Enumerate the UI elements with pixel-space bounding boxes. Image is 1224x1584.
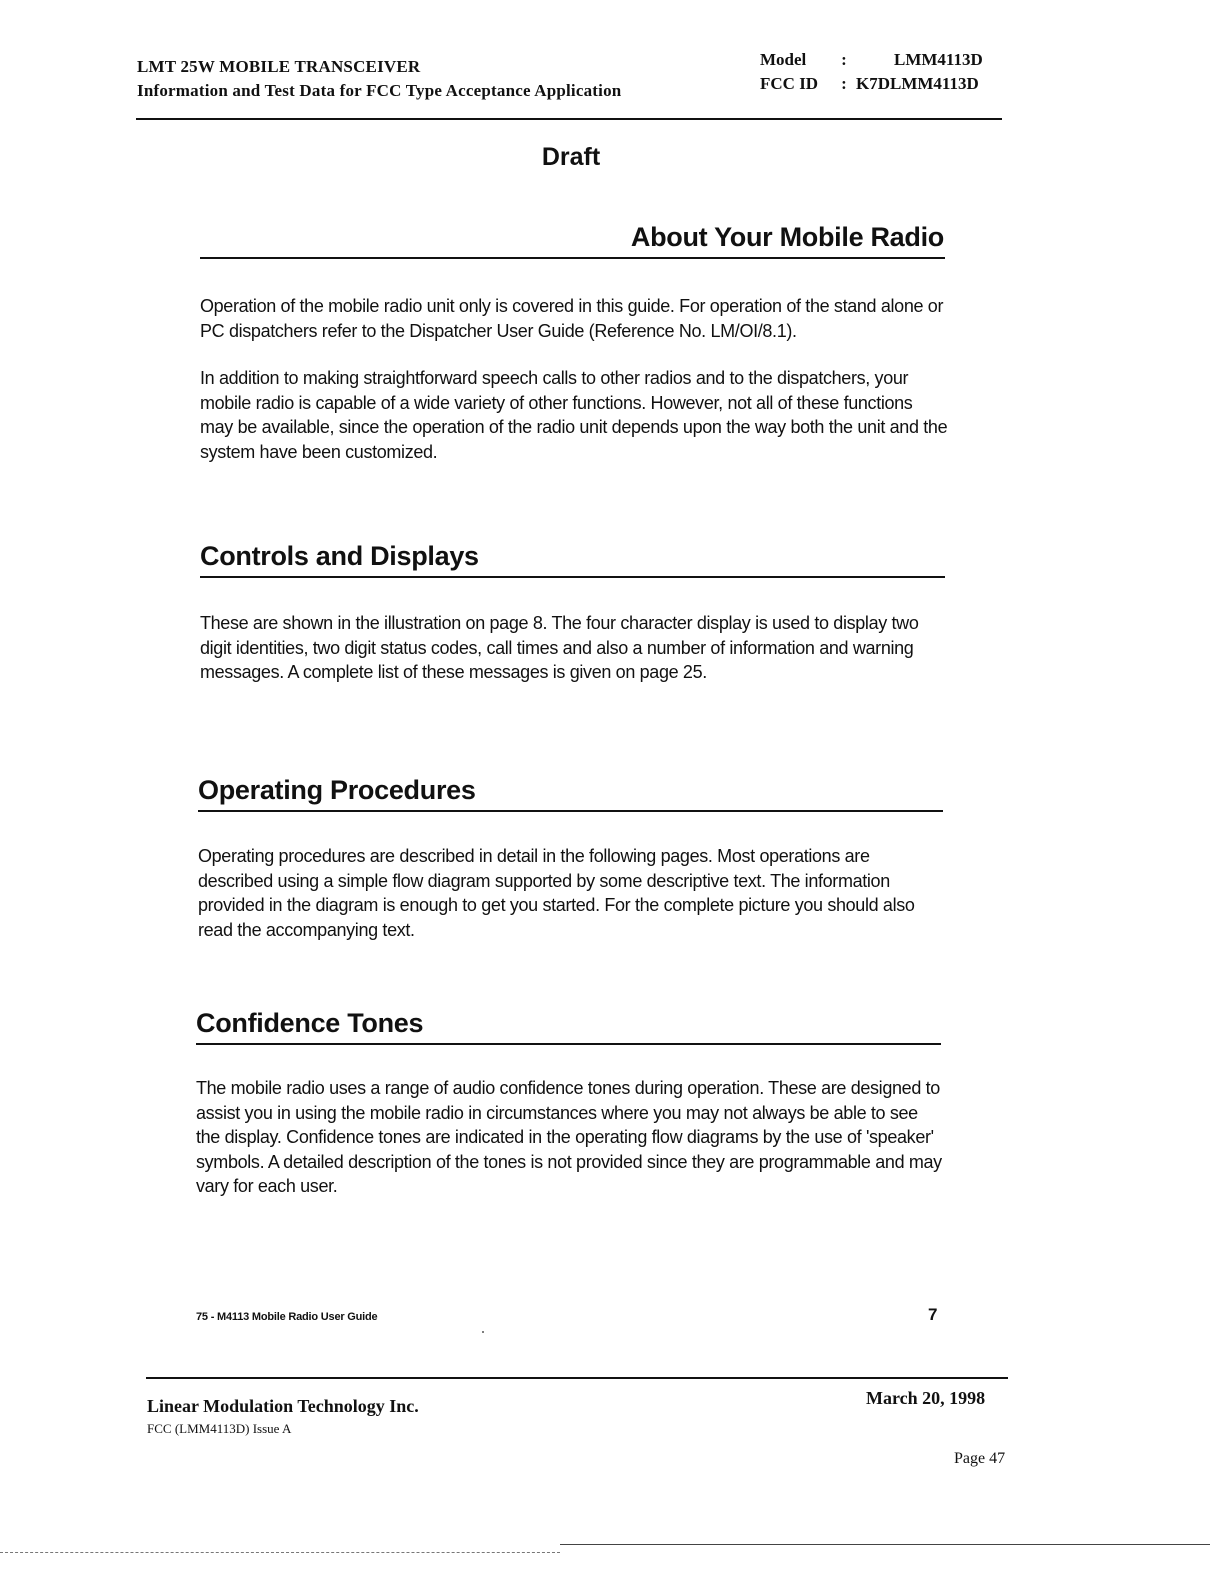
header-subtitle: Information and Test Data for FCC Type Acceptance Application xyxy=(137,81,622,100)
header-identifiers xyxy=(760,48,983,96)
guide-footer-label: 75 - M4113 Mobile Radio User Guide xyxy=(196,1311,378,1323)
model-separator: : xyxy=(841,50,847,69)
section-rule-procedures xyxy=(198,810,943,812)
scan-edge-line xyxy=(0,1552,560,1553)
paragraph: Operation of the mobile radio unit only is covered in this guide. For operation of the stand alone or PC dispatchers refer to the Dispatcher User Guide (Reference No. LM/OI/8.1). xyxy=(200,296,944,341)
section-rule-controls xyxy=(200,576,945,578)
header-divider xyxy=(136,118,1002,120)
scan-edge-line xyxy=(560,1544,1210,1545)
section-title-controls: Controls and Displays xyxy=(200,541,479,571)
section-body-controls xyxy=(200,611,948,685)
section-body-about xyxy=(200,294,948,465)
fccid-separator: : xyxy=(841,74,847,93)
footer-page-number: Page 47 xyxy=(954,1450,1006,1467)
company-name: Linear Modulation Technology Inc. xyxy=(147,1396,419,1416)
paragraph: Operating procedures are described in detail in the following pages. Most operations are described using a simple flow diagram supported by some descriptive text. The information provided in the diagram is enough to get you started. For the complete picture you should also read the accompanying text. xyxy=(198,846,915,940)
draft-label: Draft xyxy=(541,143,601,171)
section-rule-about xyxy=(200,257,945,259)
model-value: LMM4113D xyxy=(894,50,983,69)
model-label: Model xyxy=(760,50,807,69)
footer-date: March 20, 1998 xyxy=(866,1388,986,1408)
section-title-about: About Your Mobile Radio xyxy=(630,222,944,252)
footer-divider xyxy=(146,1377,1008,1379)
scan-speck xyxy=(482,1331,484,1333)
section-title-procedures: Operating Procedures xyxy=(198,775,476,805)
section-rule-tones xyxy=(196,1043,941,1045)
fccid-value: K7DLMM4113D xyxy=(856,74,979,93)
issue-line: FCC (LMM4113D) Issue A xyxy=(147,1421,292,1436)
paragraph: These are shown in the illustration on page 8. The four character display is used to display two digit identities, two digit status codes, call times and also a number of information and warning messages. A complete list of these messages is given on page 25. xyxy=(200,613,919,683)
section-body-procedures xyxy=(198,844,946,942)
model-row xyxy=(760,48,983,72)
paragraph: In addition to making straightforward speech calls to other radios and to the dispatchers, your mobile radio is capable of a wide variety of other functions. However, not all of these functions may be available, since the operation of the radio unit depends upon the way both the unit and the system have been customized. xyxy=(200,368,948,462)
guide-page-number: 7 xyxy=(928,1305,938,1324)
section-title-tones: Confidence Tones xyxy=(196,1008,424,1038)
fccid-label: FCC ID xyxy=(760,74,819,93)
fccid-row xyxy=(760,72,983,96)
document-header xyxy=(137,55,621,103)
section-body-tones xyxy=(196,1076,944,1199)
header-title: LMT 25W MOBILE TRANSCEIVER xyxy=(137,57,421,76)
paragraph: The mobile radio uses a range of audio confidence tones during operation. These are designed to assist you in using the mobile radio in circumstances where you may not always be able to see the display. Confidence tones are indicated in the operating flow diagrams by the use of 'speaker' symbols. A detailed description of the tones is not provided since they are programmable and may vary for each user. xyxy=(196,1078,942,1197)
